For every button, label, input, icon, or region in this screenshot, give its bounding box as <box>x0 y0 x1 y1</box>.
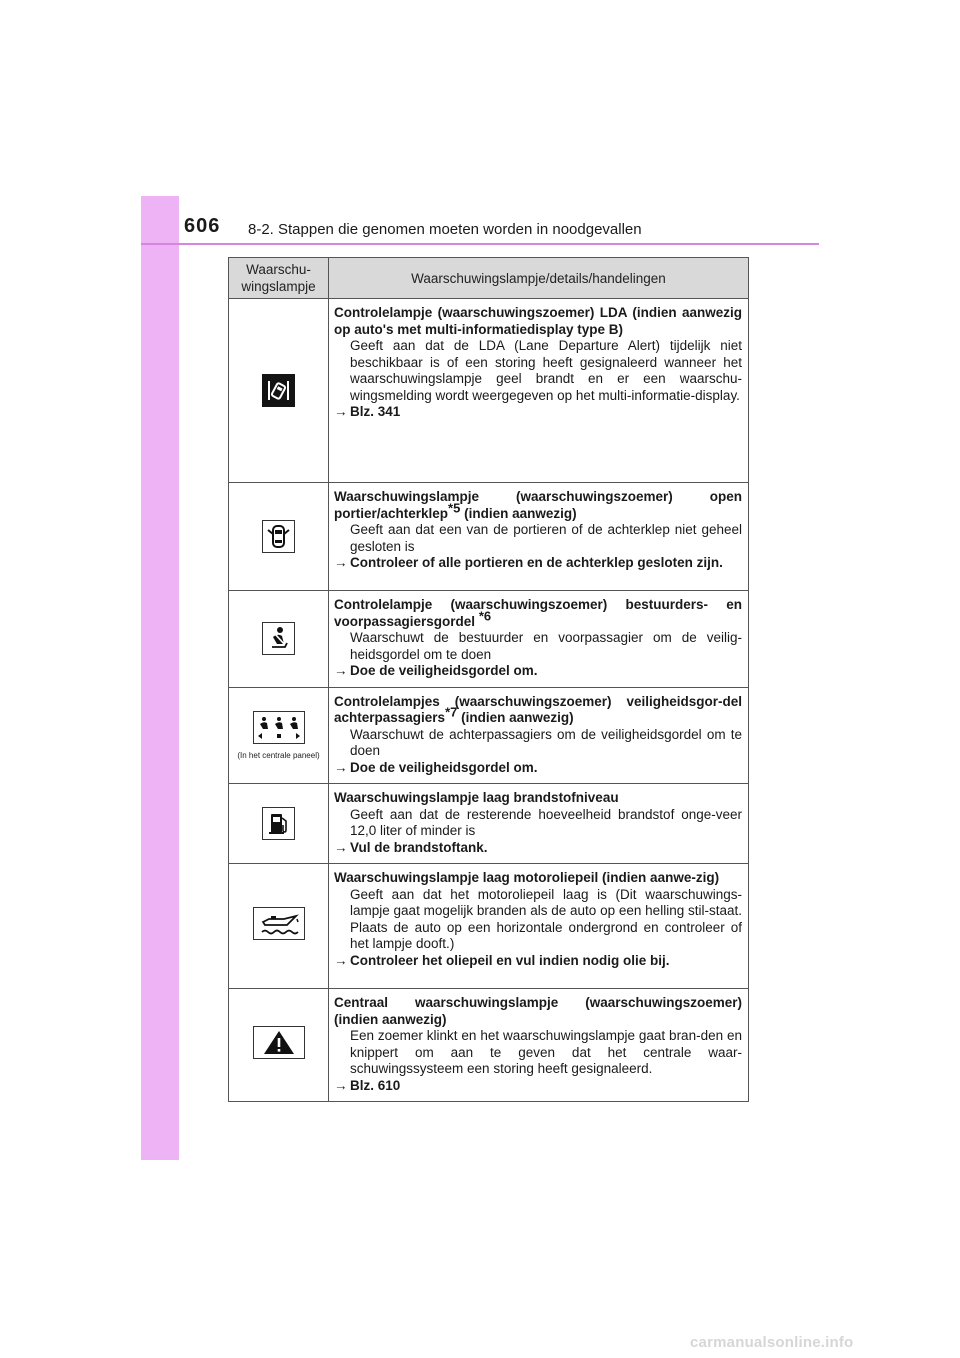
footnote-marker: *7 <box>445 704 458 720</box>
fuel-pump-icon <box>262 807 295 840</box>
lamp-cell <box>229 864 329 989</box>
lamp-title: Waarschuwingslampje (waarschuwingszoemer) open portier/achterklep$^{*5}$ (indien aanwezig) <box>334 489 742 521</box>
lamp-details-cell <box>329 864 749 989</box>
lamp-cell <box>229 591 329 688</box>
lamp-details-cell <box>329 989 749 1102</box>
lamp-action: → Doe de veiligheidsgordel om. <box>334 663 538 678</box>
lamp-cell <box>229 483 329 591</box>
footnote-marker: *5 <box>448 500 461 515</box>
master-warning-icon <box>253 1026 305 1059</box>
arrow-right-icon: → <box>334 404 348 419</box>
lda-lane-departure-icon <box>262 374 295 407</box>
table-row <box>229 483 749 591</box>
open-door-icon <box>262 520 295 553</box>
lamp-action <box>334 1078 742 1095</box>
lamp-action: → Doe de veiligheidsgordel om. <box>334 759 538 775</box>
lamp-cell <box>229 784 329 864</box>
lamp-cell <box>229 989 329 1102</box>
seatbelt-icon <box>262 622 295 655</box>
site-watermark: carmanualsonline.info <box>690 1334 854 1351</box>
lamp-description: Geeft aan dat het motoroliepeil laag is (Dit waarschuwings-lampje gaat mogelijk branden als de auto op een helling stil-staat. Plaats de auto op een horizontale ondergrond en controleer of het lampje dooft.) <box>350 886 742 951</box>
table-header-row <box>229 258 749 299</box>
warning-lamp-table <box>228 257 749 1102</box>
lamp-action: → Vul de brandstoftank. <box>334 839 488 855</box>
rear-seatbelt-icon <box>253 711 305 744</box>
lamp-description: Geeft aan dat een van de portieren of de achterklep niet geheel gesloten is <box>350 522 742 554</box>
arrow-right-icon: → <box>334 555 348 570</box>
lamp-description: Geeft aan dat de LDA (Lane Departure Alert) tijdelijk niet beschikbaar is of een storing heeft gesignaleerd wanneer het waarschuwingslampje geel brandt en er een waarschu-wingsmelding wordt weergegeven op het multi-informatie-display. <box>350 338 742 403</box>
lamp-description: Geeft aan dat de resterende hoeveelheid brandstof onge-veer 12,0 liter of minder is <box>350 806 742 838</box>
table-row <box>229 784 749 864</box>
table-row <box>229 299 749 483</box>
table-row <box>229 989 749 1102</box>
lamp-details-cell <box>329 687 749 784</box>
lamp-action: → Controleer het oliepeil en vul indien nodig olie bij. <box>334 952 670 968</box>
header-divider <box>141 243 819 245</box>
lamp-title: Centraal waarschuwingslampje (waarschuwingszoemer) (indien aanwezig) <box>334 995 742 1027</box>
lamp-title: Controlelampje (waarschuwingszoemer) bestuurders- en voorpassagiersgordel $^{*6}$ <box>334 597 742 629</box>
table-row <box>229 591 749 688</box>
arrow-right-icon: → <box>334 839 348 855</box>
lamp-description: Een zoemer klinkt en het waarschuwingslampje gaat bran-den en knippert om aan te geven dat het centrale waar-schuwingssysteem een storing heeft gesignaleerd. <box>350 1028 742 1076</box>
section-title: 8-2. Stappen die genomen moeten worden in noodgevallen <box>248 221 642 238</box>
lamp-details-cell <box>329 299 749 483</box>
oil-level-icon <box>253 907 305 940</box>
lamp-title: Controlelampjes (waarschuwingszoemer) veiligheidsgor-del achterpassagiers$^{*7}$ (indien aanwezig) <box>334 693 742 725</box>
page-number: 606 <box>184 215 221 237</box>
lamp-title: Waarschuwingslampje laag motoroliepeil (indien aanwe-zig) <box>334 870 720 885</box>
lamp-details-cell <box>329 483 749 591</box>
page-reference-link[interactable]: Blz. 341 <box>350 404 401 419</box>
lamp-cell <box>229 299 329 483</box>
lamp-details-cell <box>329 784 749 864</box>
chapter-side-tab <box>141 196 179 1160</box>
lamp-action: → Controleer of alle portieren en de achterklep gesloten zijn. <box>334 555 723 570</box>
lamp-description: Waarschuwt de bestuurder en voorpassagier om de veilig-heidsgordel om te doen <box>350 630 742 662</box>
table-row <box>229 864 749 989</box>
lamp-location-note: (In het centrale paneel) <box>237 750 320 760</box>
footnote-marker: *6 <box>478 608 492 623</box>
lamp-action <box>334 404 742 421</box>
lamp-cell <box>229 687 329 784</box>
arrow-right-icon: → <box>334 1077 348 1093</box>
lamp-description: Waarschuwt de achterpassagiers om de veiligheidsgordel om te doen <box>350 726 742 758</box>
column-header-lamp: Waarschu- wingslampje <box>229 258 329 299</box>
arrow-right-icon: → <box>334 952 348 968</box>
arrow-right-icon: → <box>334 663 348 678</box>
arrow-right-icon: → <box>334 759 348 775</box>
lamp-title: Controlelampje (waarschuwingszoemer) LDA (indien aanwezig op auto's met multi-informatiedisplay type B) <box>334 305 742 337</box>
page-reference-link[interactable]: Blz. 610 <box>350 1077 401 1093</box>
table-row <box>229 687 749 784</box>
lamp-details-cell <box>329 591 749 688</box>
column-header-details: Waarschuwingslampje/details/handelingen <box>329 258 749 299</box>
lamp-title: Waarschuwingslampje laag brandstofniveau <box>334 790 619 805</box>
